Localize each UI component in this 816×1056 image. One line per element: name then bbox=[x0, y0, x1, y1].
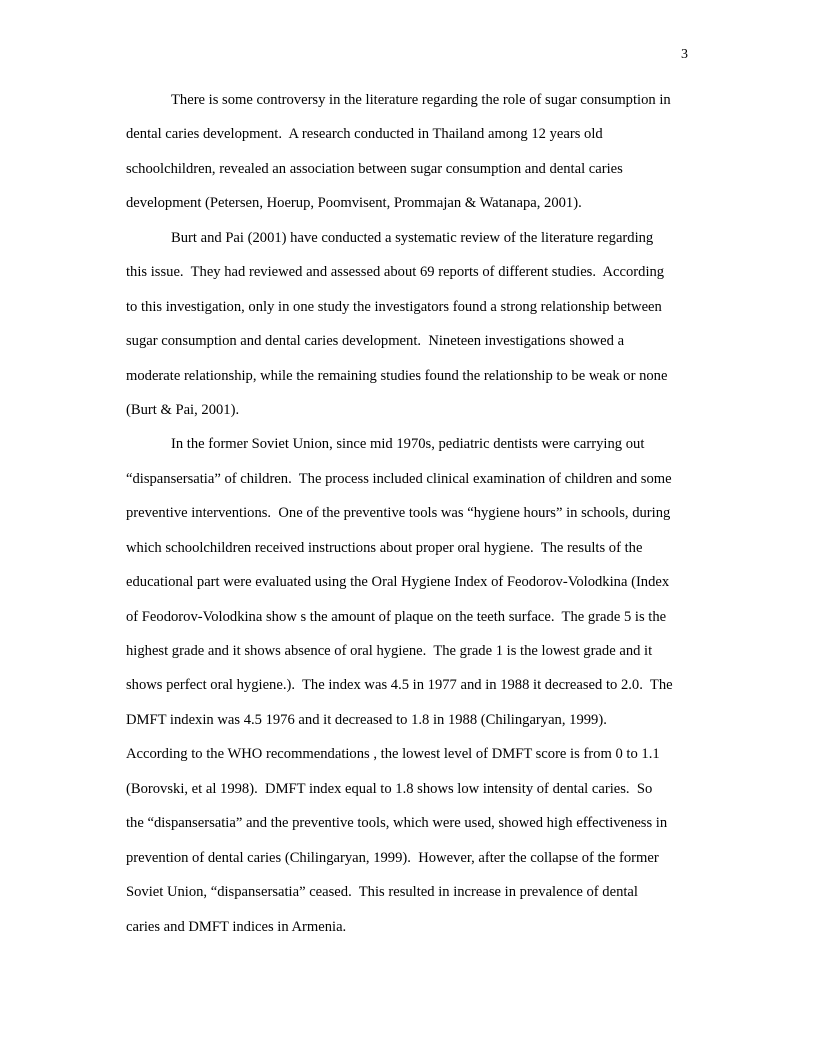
page-number: 3 bbox=[681, 47, 688, 62]
text-line: moderate relationship, while the remaining studies found the relationship to be weak or none bbox=[126, 367, 668, 384]
text-line: There is some controversy in the literature regarding the role of sugar consumption in bbox=[171, 92, 671, 108]
text-line: of Feodorov-Volodkina show s the amount of plaque on the teeth surface. The grade 5 is the bbox=[126, 608, 667, 625]
text-line: which schoolchildren received instructions about proper oral hygiene. The results of the bbox=[126, 539, 643, 556]
text-line: prevention of dental caries (Chilingaryan, 1999). However, after the collapse of the former bbox=[126, 849, 659, 866]
text-line: Burt and Pai (2001) have conducted a systematic review of the literature regarding bbox=[171, 229, 654, 246]
text-line: dental caries development. A research conducted in Thailand among 12 years old bbox=[126, 126, 603, 143]
document-body bbox=[126, 83, 689, 944]
text-line: shows perfect oral hygiene.). The index was 4.5 in 1977 and in 1988 it decreased to 2.0. The bbox=[126, 677, 673, 694]
text-line: highest grade and it shows absence of oral hygiene. The grade 1 is the lowest grade and it bbox=[126, 643, 653, 659]
paragraph-soviet-dispansersatia bbox=[126, 427, 689, 944]
text-line: DMFT indexin was 4.5 1976 and it decreased to 1.8 in 1988 (Chilingaryan, 1999). bbox=[126, 711, 607, 728]
text-line: development (Petersen, Hoerup, Poomvisent, Prommajan & Watanapa, 2001). bbox=[126, 195, 582, 212]
text-line: In the former Soviet Union, since mid 1970s, pediatric dentists were carrying out bbox=[171, 436, 645, 453]
text-line: (Burt & Pai, 2001). bbox=[126, 401, 240, 418]
text-line: preventive interventions. One of the preventive tools was “hygiene hours” in schools, during bbox=[126, 505, 671, 522]
text-line: According to the WHO recommendations , the lowest level of DMFT score is from 0 to 1.1 bbox=[126, 746, 660, 763]
text-line: educational part were evaluated using the Oral Hygiene Index of Feodorov-Volodkina (Index bbox=[126, 574, 670, 591]
text-line: caries and DMFT indices in Armenia. bbox=[126, 918, 347, 935]
text-line: to this investigation, only in one study the investigators found a strong relationship between bbox=[126, 298, 662, 315]
text-line: schoolchildren, revealed an association between sugar consumption and dental caries bbox=[126, 160, 623, 177]
text-line: the “dispansersatia” and the preventive tools, which were used, showed high effectiveness in bbox=[126, 815, 668, 832]
text-line: sugar consumption and dental caries development. Nineteen investigations showed a bbox=[126, 333, 625, 350]
text-line: this issue. They had reviewed and assessed about 69 reports of different studies. According bbox=[126, 264, 665, 281]
text-line: Soviet Union, “dispansersatia” ceased. This resulted in increase in prevalence of dental bbox=[126, 884, 638, 901]
paragraph-burt-pai-review bbox=[126, 221, 689, 428]
text-line: (Borovski, et al 1998). DMFT index equal to 1.8 shows low intensity of dental caries. So bbox=[126, 780, 653, 797]
paragraph-sugar-controversy bbox=[126, 83, 689, 221]
text-line: “dispansersatia” of children. The process included clinical examination of children and some bbox=[126, 470, 672, 487]
